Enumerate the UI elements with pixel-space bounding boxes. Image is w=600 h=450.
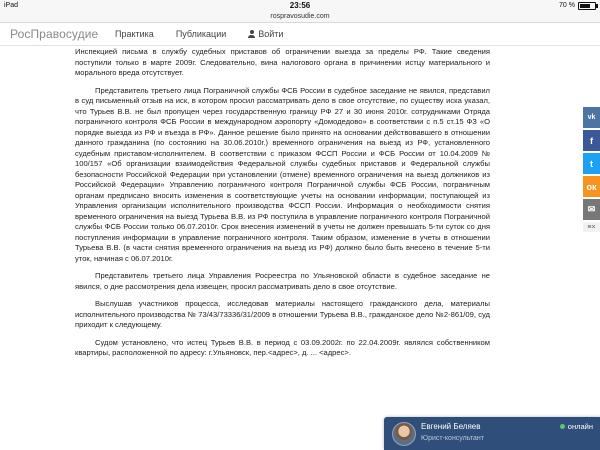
main-nav <box>115 29 283 39</box>
menu-close-icon: ≡× <box>587 223 596 231</box>
twitter-share-button[interactable] <box>583 153 600 174</box>
nav-label: Войти <box>258 29 284 39</box>
odnoklassniki-icon: ок <box>586 181 597 192</box>
consultant-name: Евгений Беляев <box>421 422 481 431</box>
user-icon <box>248 30 255 38</box>
battery-icon <box>578 2 596 10</box>
paragraph: Инспекцией письма в службу судебных приставов об ограничении выезда за пределы РФ. Такие сведения поступили только в марте 2009г. Следовательно, вина налогового органа в причинении истцу материального и морального вреда отсутствует. <box>75 47 490 77</box>
document-text <box>75 47 490 366</box>
vk-icon: vk <box>587 114 596 121</box>
twitter-icon: t <box>590 158 593 169</box>
nav-item-login[interactable] <box>248 29 283 39</box>
site-header <box>0 23 600 46</box>
nav-label: Публикации <box>175 29 227 39</box>
email-share-button[interactable] <box>583 199 600 220</box>
url-text: rospravosudie.com <box>270 13 330 20</box>
odnoklassniki-share-button[interactable] <box>583 176 600 197</box>
vk-share-button[interactable] <box>583 107 600 128</box>
consultant-role: Юрист-консультант <box>421 435 484 442</box>
clock: 23:56 <box>289 1 311 10</box>
chat-widget[interactable] <box>384 417 600 450</box>
paragraph: Представитель третьего лица Управления Росреестра по Ульяновской области в судебное заседание не явился, о дне рассмотрения дела извещен, просил рассматривать дело в свое отсутствие. <box>75 271 490 291</box>
mail-icon: ✉ <box>587 204 596 214</box>
status-label: онлайн <box>567 422 593 431</box>
online-status <box>560 422 593 431</box>
share-toggle-button[interactable] <box>583 222 600 232</box>
nav-label: Практика <box>115 29 154 39</box>
share-bar <box>583 107 600 232</box>
paragraph: Выслушав участников процесса, исследовав материалы настоящего гражданского дела, материалы исполнительного производства № 73/43/73336/31/2009 в отношении Турьева В.В., гражданское дело №2-861/09, суд приходит к следующему. <box>75 299 490 329</box>
avatar <box>392 422 416 446</box>
nav-item-practice[interactable] <box>115 29 154 39</box>
facebook-share-button[interactable] <box>583 130 600 151</box>
battery-percent: 70 % <box>559 2 575 9</box>
facebook-icon: f <box>590 135 593 146</box>
status-bar <box>0 0 600 11</box>
battery-indicator <box>559 0 596 11</box>
online-dot-icon <box>560 424 565 429</box>
device-label: iPad <box>4 2 19 9</box>
address-bar[interactable] <box>0 11 600 23</box>
site-logo[interactable]: РосПравосудие <box>10 27 99 41</box>
paragraph: Судом установлено, что истец Турьев В.В. в период с 03.09.2002г. по 22.04.2009г. являлся собственником квартиры, расположенной по адресу: г.Ульяновск, пер.<адрес>, д. ... <адрес>. <box>75 337 490 357</box>
paragraph: Представитель третьего лица Пограничной службы ФСБ России в судебное заседание не явился, представил в суд письменный отзыв на иск, в котором просил рассматривать дело в свое отсутствие, по существу иска указал, что Турьев В.В. не был пропущен через государственную границу РФ 27 и 30 июня 2010г. сотрудниками Отряда пограничного контроля ФСБ России в международном аэропорту «Домодедово» в соответствии с п.5 ст.15 ФЗ «О порядке выезда из РФ и въезда в РФ». Данное решение было принято на основании действовавшего в отношении данного гражданина (по состоянию на 30.06.2010г.) временного ограничения на выезд из РФ, установленного судебным приставом-исполнителем. В соответствии с приказом ФССП России и ФСБ России от 10.04.2009 № 100/157 «Об организации взаимодействия Федеральной службы судебных приставов и Федеральной службы безопасности Российской Федерации при установлении (отмене) временного ограничения на выезд должников из Российской Федерации» Управлению пограничного контроля Пограничной службы ФСБ России, пограничным органам предписано вносить изменения в соответствующие учеты на основании информации, поступающей из Управления организации исполнительного производства ФССП России. Информация о необходимости снятия временного ограничения на выезд Турьева В.В. из РФ поступила в управление пограничного контроля Пограничной службы ФСБ России только 06.07.2010г. Срок внесения изменений в учеты не должен превышать 5-ти суток со дня поступления информации в управление пограничного контроля. Таким образом, изменение в учеты в отношении Турьева В.В. (в части снятия временного ограничения на выезд из РФ) должно было быть внесено в течение 5-ти уток, начиная с 06.07.2010г. <box>75 85 490 263</box>
nav-item-publications[interactable] <box>176 29 226 39</box>
